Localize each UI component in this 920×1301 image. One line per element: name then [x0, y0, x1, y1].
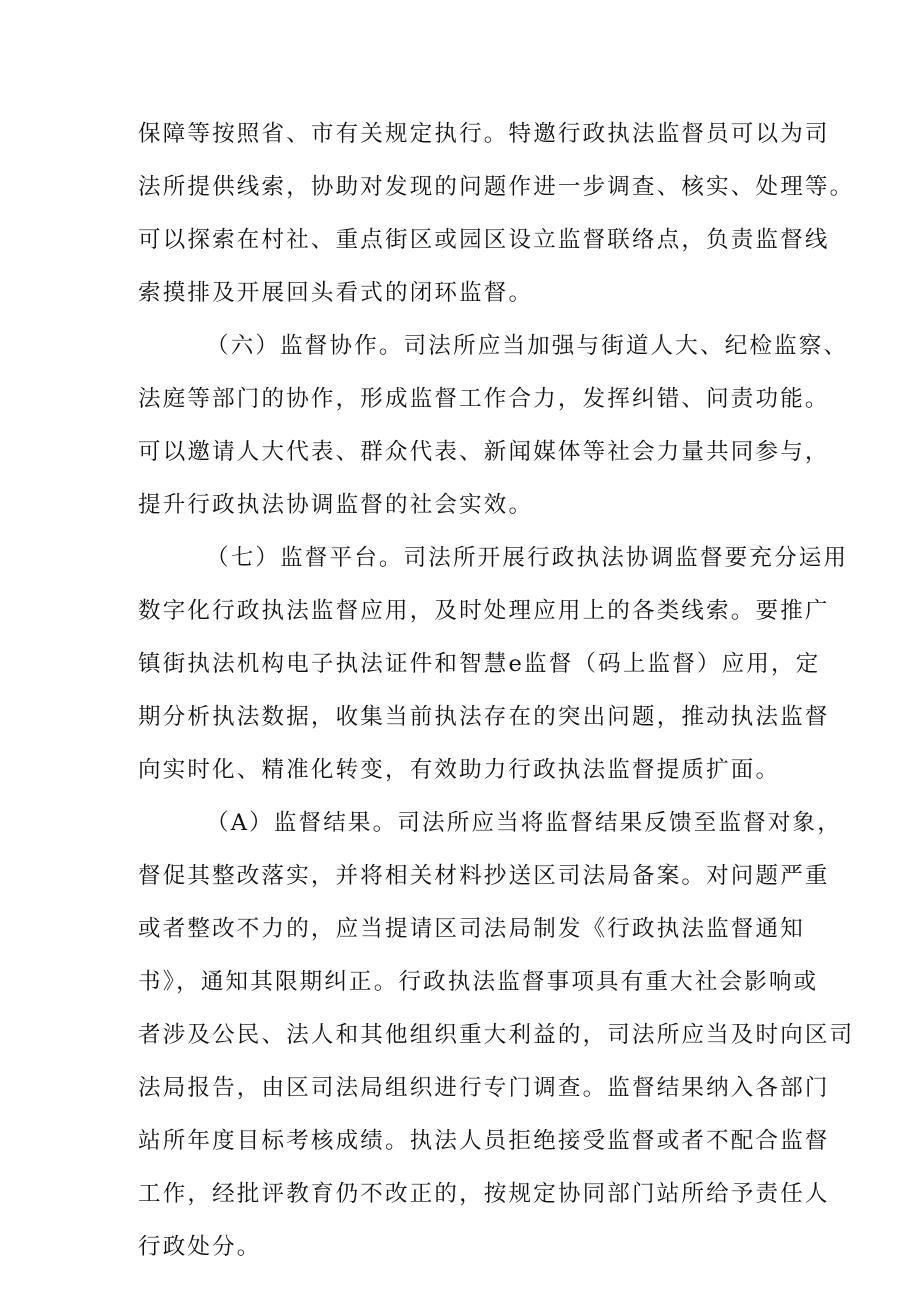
text-line: 法庭等部门的协作，形成监督工作合力，发挥纠错、问责功能。	[138, 386, 830, 412]
text-line: 期分析执法数据，收集当前执法存在的突出问题，推动执法监督	[138, 704, 830, 730]
text-line: 镇街执法机构电子执法证件和智慧e监督（码上监督）应用，定	[138, 651, 821, 677]
paragraph-section-7	[138, 532, 849, 797]
text-line: 可以探索在村社、重点街区或园区设立监督联络点，负责监督线	[138, 227, 830, 253]
text-line: （六）监督协作。司法所应当加强与街道人大、纪检监察、	[206, 333, 849, 359]
paragraph-section-6	[138, 320, 849, 532]
document-body	[138, 108, 855, 1274]
text-line: 者涉及公民、法人和其他组织重大利益的，司法所应当及时向区司	[138, 1022, 855, 1048]
text-line: 站所年度目标考核成绩。执法人员拒绝接受监督或者不配合监督	[138, 1128, 830, 1154]
text-line: 书》，通知其限期纠正。行政执法监督事项具有重大社会影响或	[138, 969, 819, 995]
text-line: （A）监督结果。司法所应当将监督结果反馈至监督对象，	[206, 810, 842, 836]
text-line: 向实时化、精准化转变，有效助力行政执法监督提质扩面。	[138, 757, 781, 783]
text-line: 督促其整改落实，并将相关材料抄送区司法局备案。对问题严重	[138, 863, 830, 889]
text-line: 数字化行政执法监督应用，及时处理应用上的各类线索。要推广	[138, 598, 830, 624]
text-line: 法所提供线索，协助对发现的问题作进一步调查、核实、处理等。	[138, 174, 855, 200]
text-line: 行政处分。	[138, 1234, 262, 1260]
text-line: 索摸排及开展回头看式的闭环监督。	[138, 280, 534, 306]
text-line: 工作，经批评教育仍不改正的，按规定协同部门站所给予责任人	[138, 1181, 830, 1207]
text-line: 或者整改不力的，应当提请区司法局制发《行政执法监督通知	[138, 916, 805, 942]
text-line: 保障等按照省、市有关规定执行。特邀行政执法监督员可以为司	[138, 121, 830, 147]
paragraph-continued	[138, 108, 855, 320]
text-line: 提升行政执法协调监督的社会实效。	[138, 492, 534, 518]
text-line: 可以邀请人大代表、群众代表、新闻媒体等社会力量共同参与，	[138, 439, 830, 465]
text-line: （七）监督平台。司法所开展行政执法协调监督要充分运用	[206, 545, 849, 571]
text-line: 法局报告，由区司法局组织进行专门调查。监督结果纳入各部门	[138, 1075, 830, 1101]
paragraph-section-8	[138, 797, 855, 1274]
